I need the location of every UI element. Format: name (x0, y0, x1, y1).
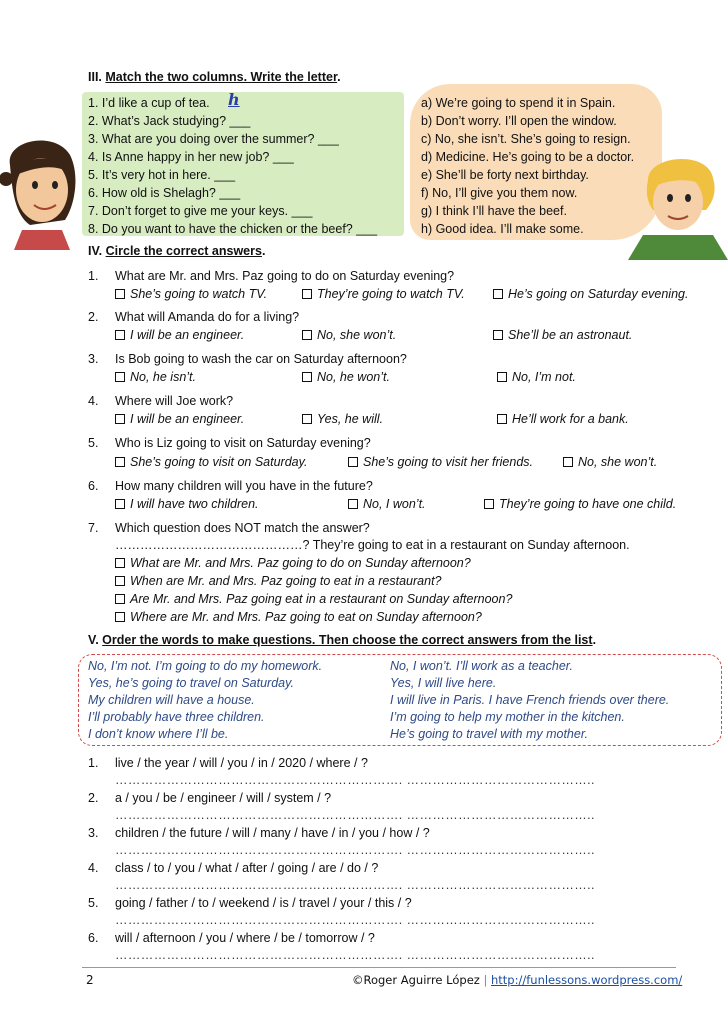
checkbox-icon[interactable] (115, 457, 125, 467)
checkbox-icon[interactable] (348, 499, 358, 509)
question-text: Is Bob going to wash the car on Saturday afternoon? (115, 352, 407, 366)
answer-option[interactable]: No, he isn’t. (115, 370, 196, 384)
section4-period: . (261, 244, 266, 258)
scrambled-words: going / father / to / weekend / is / travel / your / this / ? (115, 896, 412, 910)
answer-bank-item: Yes, I will live here. (390, 676, 497, 690)
item-number: 2. (88, 791, 99, 805)
answer-line[interactable]: …………………………………………………………. …………………………………….. (115, 948, 595, 962)
section5-heading (88, 633, 596, 647)
answer-bank-item: I don’t know where I’ll be. (88, 727, 229, 741)
answer-bank-item: He’s going to travel with my mother. (390, 727, 588, 741)
checkbox-icon[interactable] (493, 289, 503, 299)
checkbox-icon[interactable] (115, 499, 125, 509)
answer-option[interactable]: No, she won’t. (302, 328, 396, 342)
footer-link[interactable]: http://funlessons.wordpress.com/ (491, 973, 683, 987)
match-right-item: f) No, I’ll give you them now. (421, 186, 578, 200)
scrambled-words: a / you / be / engineer / will / system / ? (115, 791, 332, 805)
answer-option[interactable]: She’s going to visit her friends. (348, 455, 533, 469)
answer-option[interactable]: I will be an engineer. (115, 328, 244, 342)
girl-illustration (0, 135, 86, 250)
match-left-item: 5. It’s very hot in here. ___ (88, 168, 236, 182)
checkbox-icon[interactable] (493, 330, 503, 340)
match-right-item: a) We’re going to spend it in Spain. (421, 96, 616, 110)
answer-bank-item: I’ll probably have three children. (88, 710, 265, 724)
question-text: What are Mr. and Mrs. Paz going to do on Saturday evening? (115, 269, 455, 283)
boy-illustration (628, 150, 728, 260)
question-text: Who is Liz going to visit on Saturday evening? (115, 436, 371, 450)
answer-option[interactable]: Are Mr. and Mrs. Paz going eat in a restaurant on Sunday afternoon? (115, 592, 512, 606)
section5-period: . (592, 633, 597, 647)
match-right-item: e) She’ll be forty next birthday. (421, 168, 589, 182)
match-left-item: 1. I’d like a cup of tea. (88, 96, 210, 110)
scrambled-words: live / the year / will / you / in / 2020 / where / ? (115, 756, 368, 770)
scrambled-words: children / the future / will / many / have / in / you / how / ? (115, 826, 430, 840)
match-left-item: 8. Do you want to have the chicken or the beef? ___ (88, 222, 378, 236)
answer-option[interactable]: She’s going to visit on Saturday. (115, 455, 307, 469)
answer-option[interactable]: He’ll work for a bank. (497, 412, 629, 426)
answer-bank-item: I will live in Paris. I have French friends over there. (390, 693, 670, 707)
answer-line[interactable]: …………………………………………………………. …………………………………….. (115, 843, 595, 857)
page-number: 2 (86, 973, 94, 987)
answer-bank-item: My children will have a house. (88, 693, 255, 707)
checkbox-icon[interactable] (302, 372, 312, 382)
copyright: ©Roger Aguirre López (352, 973, 480, 987)
answer-option[interactable]: No, I’m not. (497, 370, 576, 384)
answer-option[interactable]: No, I won’t. (348, 497, 426, 511)
section5-title: Order the words to make questions. Then choose the correct answers from the list (102, 633, 593, 647)
answer-bank-item: Yes, he’s going to travel on Saturday. (88, 676, 294, 690)
item-number: 3. (88, 826, 99, 840)
item-number: 6. (88, 931, 99, 945)
checkbox-icon[interactable] (497, 414, 507, 424)
answer-option[interactable]: She’ll be an astronaut. (493, 328, 632, 342)
match-left-item: 7. Don’t forget to give me your keys. ___ (88, 204, 313, 218)
answer-line[interactable]: …………………………………………………………. …………………………………….. (115, 808, 595, 822)
scrambled-words: class / to / you / what / after / going / are / do / ? (115, 861, 379, 875)
checkbox-icon[interactable] (348, 457, 358, 467)
question-number: 3. (88, 352, 99, 366)
match-right-item: b) Don’t worry. I’ll open the window. (421, 114, 617, 128)
section3-numeral: III. (88, 70, 102, 84)
answer-option[interactable]: When are Mr. and Mrs. Paz going to eat in a restaurant? (115, 574, 442, 588)
section5-numeral: V. (88, 633, 99, 647)
question-number: 7. (88, 521, 99, 535)
match-left-item: 2. What’s Jack studying? ___ (88, 114, 251, 128)
scrambled-words: will / afternoon / you / where / be / tomorrow / ? (115, 931, 375, 945)
checkbox-icon[interactable] (115, 289, 125, 299)
match-right-item: h) Good idea. I’ll make some. (421, 222, 584, 236)
section3-period: . (337, 70, 341, 84)
answer-option[interactable]: Yes, he will. (302, 412, 383, 426)
question-text: How many children will you have in the future? (115, 479, 373, 493)
checkbox-icon[interactable] (302, 289, 312, 299)
section4-title: Circle the correct answers (105, 244, 262, 258)
item-number: 4. (88, 861, 99, 875)
question-number: 5. (88, 436, 99, 450)
question-number: 6. (88, 479, 99, 493)
question-blank-line: ………………………………………? They’re going to eat in a restaurant on Sunday afternoon. (115, 538, 630, 552)
item-number: 1. (88, 756, 99, 770)
answer-line[interactable]: …………………………………………………………. …………………………………….. (115, 913, 595, 927)
answer-option[interactable]: Where are Mr. and Mrs. Paz going to eat on Sunday afternoon? (115, 610, 482, 624)
answer-option[interactable]: What are Mr. and Mrs. Paz going to do on Sunday afternoon? (115, 556, 471, 570)
checkbox-icon[interactable] (115, 594, 125, 604)
checkbox-icon[interactable] (563, 457, 573, 467)
answer-option[interactable]: No, she won’t. (563, 455, 657, 469)
match-right-item: c) No, she isn’t. She’s going to resign. (421, 132, 631, 146)
match-right-item: g) I think I’ll have the beef. (421, 204, 567, 218)
footer-credit (352, 973, 682, 987)
answer-option[interactable]: No, he won’t. (302, 370, 390, 384)
checkbox-icon[interactable] (115, 576, 125, 586)
match-right-item: d) Medicine. He’s going to be a doctor. (421, 150, 635, 164)
question-number: 4. (88, 394, 99, 408)
footer-divider (82, 967, 676, 968)
example-answer: h (228, 90, 240, 109)
section3-heading (88, 70, 341, 84)
answer-bank-item: I’m going to help my mother in the kitchen. (390, 710, 625, 724)
question-number: 2. (88, 310, 99, 324)
checkbox-icon[interactable] (484, 499, 494, 509)
checkbox-icon[interactable] (497, 372, 507, 382)
checkbox-icon[interactable] (302, 330, 312, 340)
answer-bank-item: No, I’m not. I’m going to do my homework. (88, 659, 323, 673)
checkbox-icon[interactable] (115, 372, 125, 382)
answer-option[interactable]: I will have two children. (115, 497, 259, 511)
question-number: 1. (88, 269, 99, 283)
match-left-item: 3. What are you doing over the summer? ___ (88, 132, 339, 146)
answer-line[interactable]: …………………………………………………………. …………………………………….. (115, 773, 595, 787)
match-left-item: 4. Is Anne happy in her new job? ___ (88, 150, 294, 164)
answer-option[interactable]: She’s going to watch TV. (115, 287, 267, 301)
section4-heading (88, 244, 265, 258)
checkbox-icon[interactable] (115, 330, 125, 340)
answer-bank-item: No, I won’t. I’ll work as a teacher. (390, 659, 573, 673)
question-text: Which question does NOT match the answer? (115, 521, 370, 535)
question-text: What will Amanda do for a living? (115, 310, 300, 324)
section4-numeral: IV. (88, 244, 103, 258)
match-left-item: 6. How old is Shelagh? ___ (88, 186, 241, 200)
section3-title: Match the two columns. Write the letter (105, 70, 338, 84)
answer-line[interactable]: …………………………………………………………. …………………………………….. (115, 878, 595, 892)
question-text: Where will Joe work? (115, 394, 234, 408)
answer-option[interactable]: I will be an engineer. (115, 412, 244, 426)
answer-option[interactable]: He’s going on Saturday evening. (493, 287, 688, 301)
item-number: 5. (88, 896, 99, 910)
checkbox-icon[interactable] (115, 612, 125, 622)
answer-option[interactable]: They’re going to have one child. (484, 497, 676, 511)
checkbox-icon[interactable] (302, 414, 312, 424)
checkbox-icon[interactable] (115, 558, 125, 568)
answer-option[interactable]: They’re going to watch TV. (302, 287, 465, 301)
footer-separator: | (483, 973, 488, 987)
checkbox-icon[interactable] (115, 414, 125, 424)
